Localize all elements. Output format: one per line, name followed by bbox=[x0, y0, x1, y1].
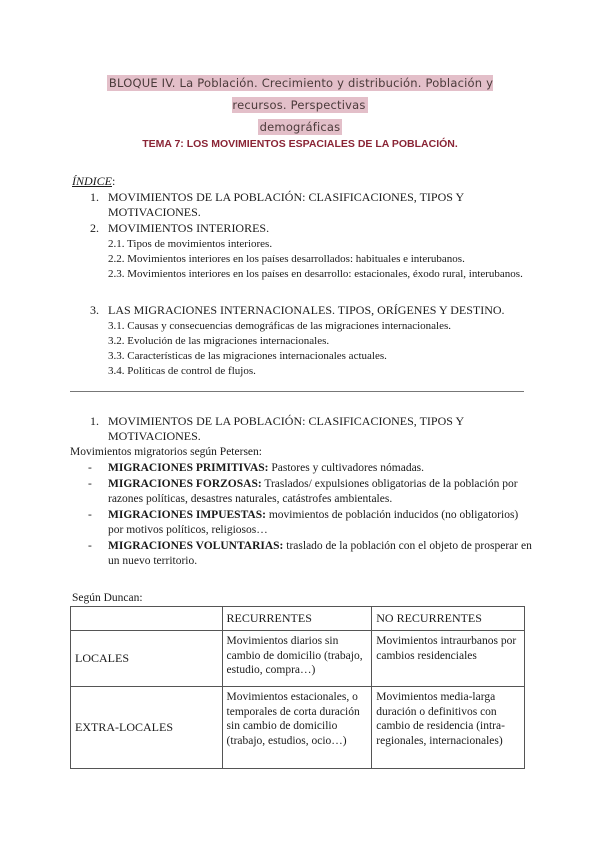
section-title: MOVIMIENTOS DE LA POBLACIÓN: CLASIFICACIONES, TIPOS Y MOTIVACIONES. bbox=[108, 414, 464, 443]
table-row-label: LOCALES bbox=[71, 631, 223, 687]
toc-list bbox=[72, 303, 532, 379]
tema-title: TEMA 7: LOS MOVIMIENTOS ESPACIALES DE LA POBLACIÓN. bbox=[142, 138, 458, 150]
petersen-desc: traslado de la población con el objeto de prosperar en un nuevo territorio. bbox=[108, 539, 532, 567]
toc-item-text: LAS MIGRACIONES INTERNACIONALES. TIPOS, ORÍGENES Y DESTINO. bbox=[108, 303, 505, 317]
toc-subitem: 2.2. Movimientos interiores en los países desarrollados: habituales e interubanos. bbox=[108, 253, 465, 265]
bullet-dash: - bbox=[88, 477, 92, 490]
table-row bbox=[71, 687, 525, 769]
petersen-term: MIGRACIONES PRIMITIVAS: bbox=[108, 462, 269, 474]
toc-item-number: 2. bbox=[90, 221, 99, 235]
table-header-row bbox=[71, 607, 525, 631]
section-number: 1. bbox=[90, 414, 99, 428]
bullet-dash: - bbox=[88, 508, 92, 521]
indice-colon: : bbox=[112, 174, 116, 188]
bloque-heading-line1: BLOQUE IV. La Población. Crecimiento y distribución. Población y recursos. Perspectivas bbox=[108, 76, 494, 112]
table-row-label: EXTRA-LOCALES bbox=[71, 687, 223, 769]
indice-label: ÍNDICE bbox=[72, 174, 112, 188]
bloque-heading-line2: demográficas bbox=[259, 120, 341, 134]
petersen-desc: movimientos de población inducidos (no obligatorios) por motivos políticos, religiosos… bbox=[108, 508, 519, 536]
table-cell: Movimientos intraurbanos por cambios residenciales bbox=[372, 631, 525, 687]
toc-subitem: 2.1. Tipos de movimientos interiores. bbox=[108, 238, 273, 250]
duncan-table bbox=[70, 606, 525, 769]
indice-heading bbox=[72, 174, 115, 189]
petersen-intro: Movimientos migratorios según Petersen: bbox=[70, 446, 262, 458]
petersen-desc: Traslados/ expulsiones obligatorias de la población por razones políticas, desastres naturales, catástrofes ambientales. bbox=[108, 477, 518, 505]
duncan-label: Según Duncan: bbox=[72, 592, 143, 604]
bullet-dash: - bbox=[88, 539, 92, 552]
toc-subitem: 3.3. Características de las migraciones internacionales actuales. bbox=[108, 350, 387, 362]
table-cell: Movimientos media-larga duración o definitivos con cambio de residencia (intra-regionales, internacionales) bbox=[372, 687, 525, 769]
toc-item-2 bbox=[72, 221, 532, 236]
toc-item-number: 3. bbox=[90, 303, 99, 317]
section-1 bbox=[72, 414, 532, 570]
table-header-cell bbox=[71, 607, 223, 631]
toc-item-1 bbox=[72, 190, 532, 220]
section-1-title-row bbox=[72, 414, 532, 444]
petersen-term: MIGRACIONES VOLUNTARIAS: bbox=[108, 539, 284, 552]
table-row bbox=[71, 631, 525, 687]
toc-subitem: 3.2. Evolución de las migraciones internacionales. bbox=[108, 335, 330, 347]
toc-subitem: 3.1. Causas y consecuencias demográficas de las migraciones internacionales. bbox=[108, 320, 452, 332]
petersen-desc: Pastores y cultivadores nómadas. bbox=[268, 462, 425, 474]
toc-list bbox=[72, 190, 532, 220]
bullet-dash: - bbox=[88, 462, 92, 474]
petersen-item bbox=[72, 508, 532, 539]
table-cell: Movimientos diarios sin cambio de domicilio (trabajo, estudio, compra…) bbox=[222, 631, 372, 687]
toc-list bbox=[72, 221, 532, 282]
toc-item-number: 1. bbox=[90, 190, 99, 204]
petersen-term: MIGRACIONES FORZOSAS: bbox=[108, 477, 262, 490]
table-header-cell: RECURRENTES bbox=[222, 607, 372, 631]
toc-subitem: 3.4. Políticas de control de flujos. bbox=[108, 365, 256, 377]
bloque-heading bbox=[80, 72, 520, 138]
table-cell: Movimientos estacionales, o temporales de corta duración sin cambio de domicilio (trabajo, estudios, ocio…) bbox=[222, 687, 372, 769]
table-header-cell: NO RECURRENTES bbox=[372, 607, 525, 631]
toc-subitem: 2.3. Movimientos interiores en los países en desarrollo: estacionales, éxodo rural, interubanos. bbox=[108, 268, 523, 280]
petersen-term: MIGRACIONES IMPUESTAS: bbox=[108, 508, 266, 521]
section-1-heading bbox=[72, 414, 532, 444]
petersen-item bbox=[72, 461, 532, 477]
toc-item-3 bbox=[72, 303, 532, 318]
section-divider bbox=[70, 391, 524, 392]
petersen-item bbox=[72, 539, 532, 570]
toc-item-text: MOVIMIENTOS DE LA POBLACIÓN: CLASIFICACIONES, TIPOS Y MOTIVACIONES. bbox=[108, 190, 464, 219]
toc-item-text: MOVIMIENTOS INTERIORES. bbox=[108, 221, 270, 235]
petersen-item bbox=[72, 477, 532, 508]
